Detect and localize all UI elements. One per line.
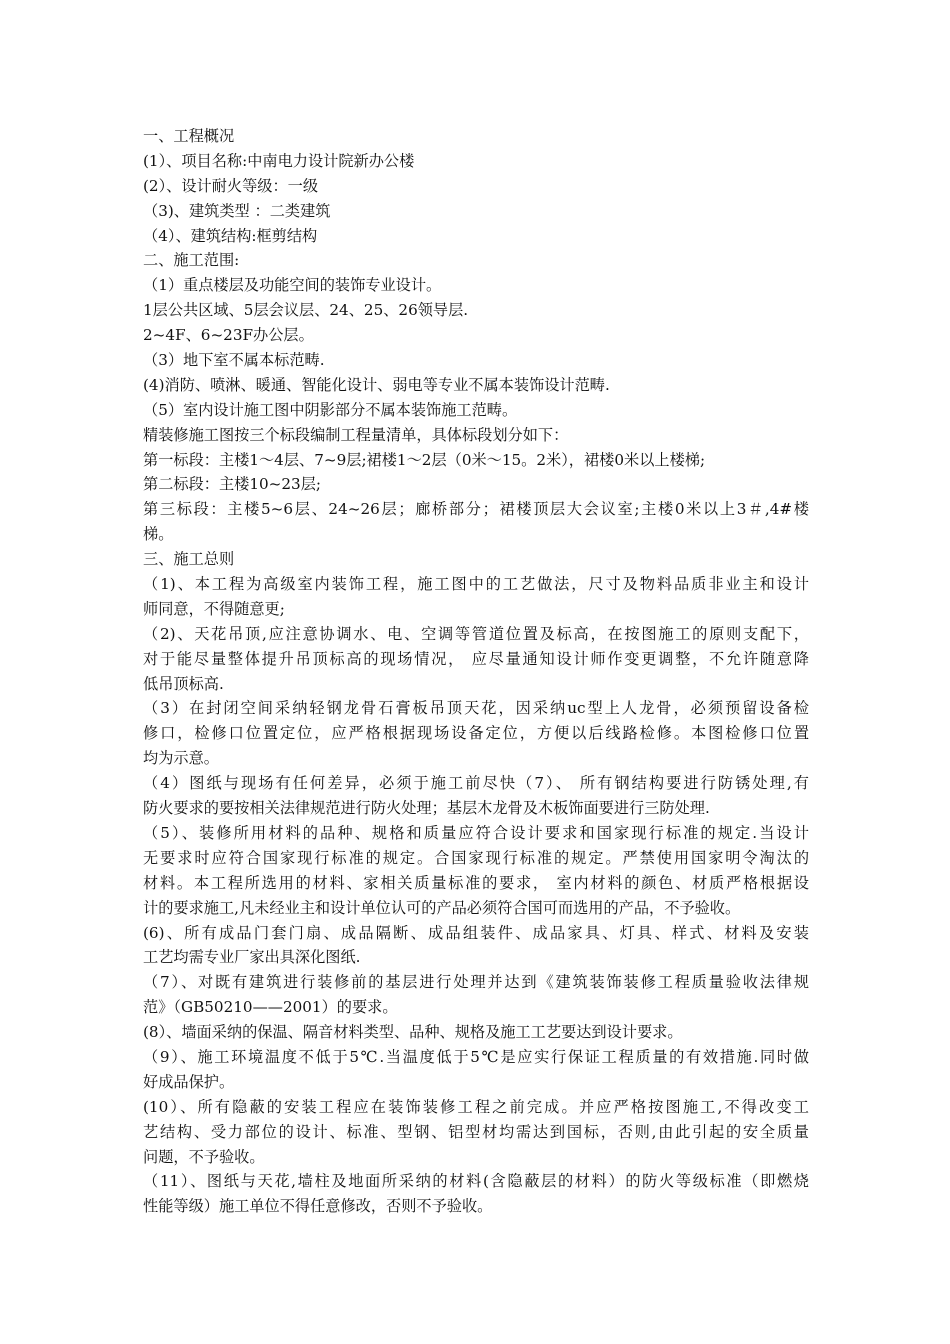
text-line: （3)、建筑类型 ：二类建筑	[143, 201, 331, 220]
text-line: 防火要求的要按相关法律规范进行防火处理；基层木龙骨及木板饰面要进行三防处理.	[143, 799, 710, 818]
text-line: 问题，不予验收。	[143, 1147, 265, 1166]
section-heading-scope: 二、施工范围:	[143, 251, 240, 270]
text-line: 计的要求施工,凡未经业主和设计单位认可的产品必须符合国可而选用的产品，不予验收。	[143, 898, 741, 917]
text-line: （5）室内设计施工图中阴影部分不属本装饰施工范畴。	[143, 400, 518, 419]
text-line: 好成品保护。	[143, 1072, 235, 1091]
text-line: (2）、设计耐火等级：一级	[143, 176, 319, 195]
text-line: (4)消防、喷淋、暖通、智能化设计、弱电等专业不属本装饰设计范畴.	[143, 375, 610, 394]
text-line: 修口，检修口位置定位，应严格根据现场设备定位，方便以后线路检修。本图检修口位置	[143, 724, 809, 743]
text-line: (1）、项目名称:中南电力设计院新办公楼	[143, 151, 415, 170]
text-line: （3）地下室不属本标范畴.	[143, 351, 325, 370]
document-body	[143, 124, 809, 1219]
text-line: （4）图纸与现场有任何差异，必须于施工前尽快（7）、 所有钢结构要进行防锈处理,有	[143, 774, 809, 793]
text-line: （2)、天花吊顶,应注意协调水、电、空调等管道位置及标高，在按图施工的原则支配下，	[143, 624, 809, 643]
text-line: 师同意，不得随意更;	[143, 599, 285, 618]
text-line: 均为示意。	[143, 749, 219, 768]
section-heading-overview: 一、工程概况	[143, 127, 235, 145]
text-line: 对于能尽量整体提升吊顶标高的现场情况， 应尽量通知设计师作变更调整，不允许随意降	[143, 649, 809, 668]
text-line: (8）、墙面采纳的保温、隔音材料类型、品种、规格及施工工艺要达到设计要求。	[143, 1023, 683, 1042]
text-line: 第一标段：主楼1～4层、7~9层;裙楼1～2层（0米～15。2米），裙楼0米以上楼梯;	[143, 450, 706, 469]
text-line: （5）、装修所用材料的品种、规格和质量应符合设计要求和国家现行标准的规定.当设计	[143, 823, 809, 842]
text-line: （1）重点楼层及功能空间的装饰专业设计。	[143, 276, 442, 295]
text-line: （1)、本工程为高级室内装饰工程，施工图中的工艺做法，尺寸及物料品质非业主和设计	[143, 575, 809, 594]
text-line: 低吊顶标高.	[143, 674, 224, 693]
text-line: (10）、所有隐蔽的安装工程应在装饰装修工程之前完成。并应严格按图施工,不得改变工	[143, 1097, 809, 1116]
text-line: 2~4F、6~23F办公层。	[143, 326, 314, 345]
text-line: （9）、施工环境温度不低于5℃.当温度低于5℃是应实行保证工程质量的有效措施.同时做	[143, 1047, 809, 1066]
text-line: 材料。本工程所选用的材料、家相关质量标准的要求， 室内材料的颜色、材质严格根据设	[143, 873, 809, 892]
text-line: (6)、所有成品门套门扇、成品隔断、成品组装件、成品家具、灯具、样式、材料及安装	[143, 923, 809, 942]
text-line: 性能等级）施工单位不得任意修改，否则不予验收。	[143, 1197, 493, 1216]
section-heading-general-rules: 三、施工总则	[143, 550, 235, 569]
text-line: 第三标段：主楼5~6层、24~26层；廊桥部分；裙楼顶层大会议室;主楼0米以上3＃,4#楼	[143, 500, 809, 519]
text-line: 1层公共区域、5层会议层、24、25、26领导层.	[143, 301, 469, 320]
text-line: 工艺均需专业厂家出具深化图纸.	[143, 948, 361, 967]
text-line: 精装修施工图按三个标段编制工程量清单，具体标段划分如下：	[143, 425, 569, 444]
text-line: 梯。	[143, 525, 174, 544]
text-line: 艺结构、受力部位的设计、标准、型钢、铝型材均需达到国标，否则,由此引起的安全质量	[143, 1122, 809, 1141]
text-line: （4）、建筑结构:框剪结构	[143, 226, 318, 245]
text-line: （3）在封闭空间采纳轻钢龙骨石膏板吊顶天花，因采纳uc型上人龙骨，必须预留设备检	[143, 699, 809, 718]
text-line: （7）、对既有建筑进行装修前的基层进行处理并达到《建筑装饰装修工程质量验收法律规	[143, 973, 809, 992]
text-line: 第二标段：主楼10~23层;	[143, 475, 321, 494]
text-line: 范》（GB50210——2001）的要求。	[143, 998, 398, 1017]
text-line: 无要求时应符合国家现行标准的规定。合国家现行标准的规定。严禁使用国家明令淘汰的	[143, 848, 809, 867]
text-line: （11）、图纸与天花,墙柱及地面所采纳的材料(含隐蔽层的材料）的防火等级标准（即燃烧	[143, 1172, 809, 1191]
